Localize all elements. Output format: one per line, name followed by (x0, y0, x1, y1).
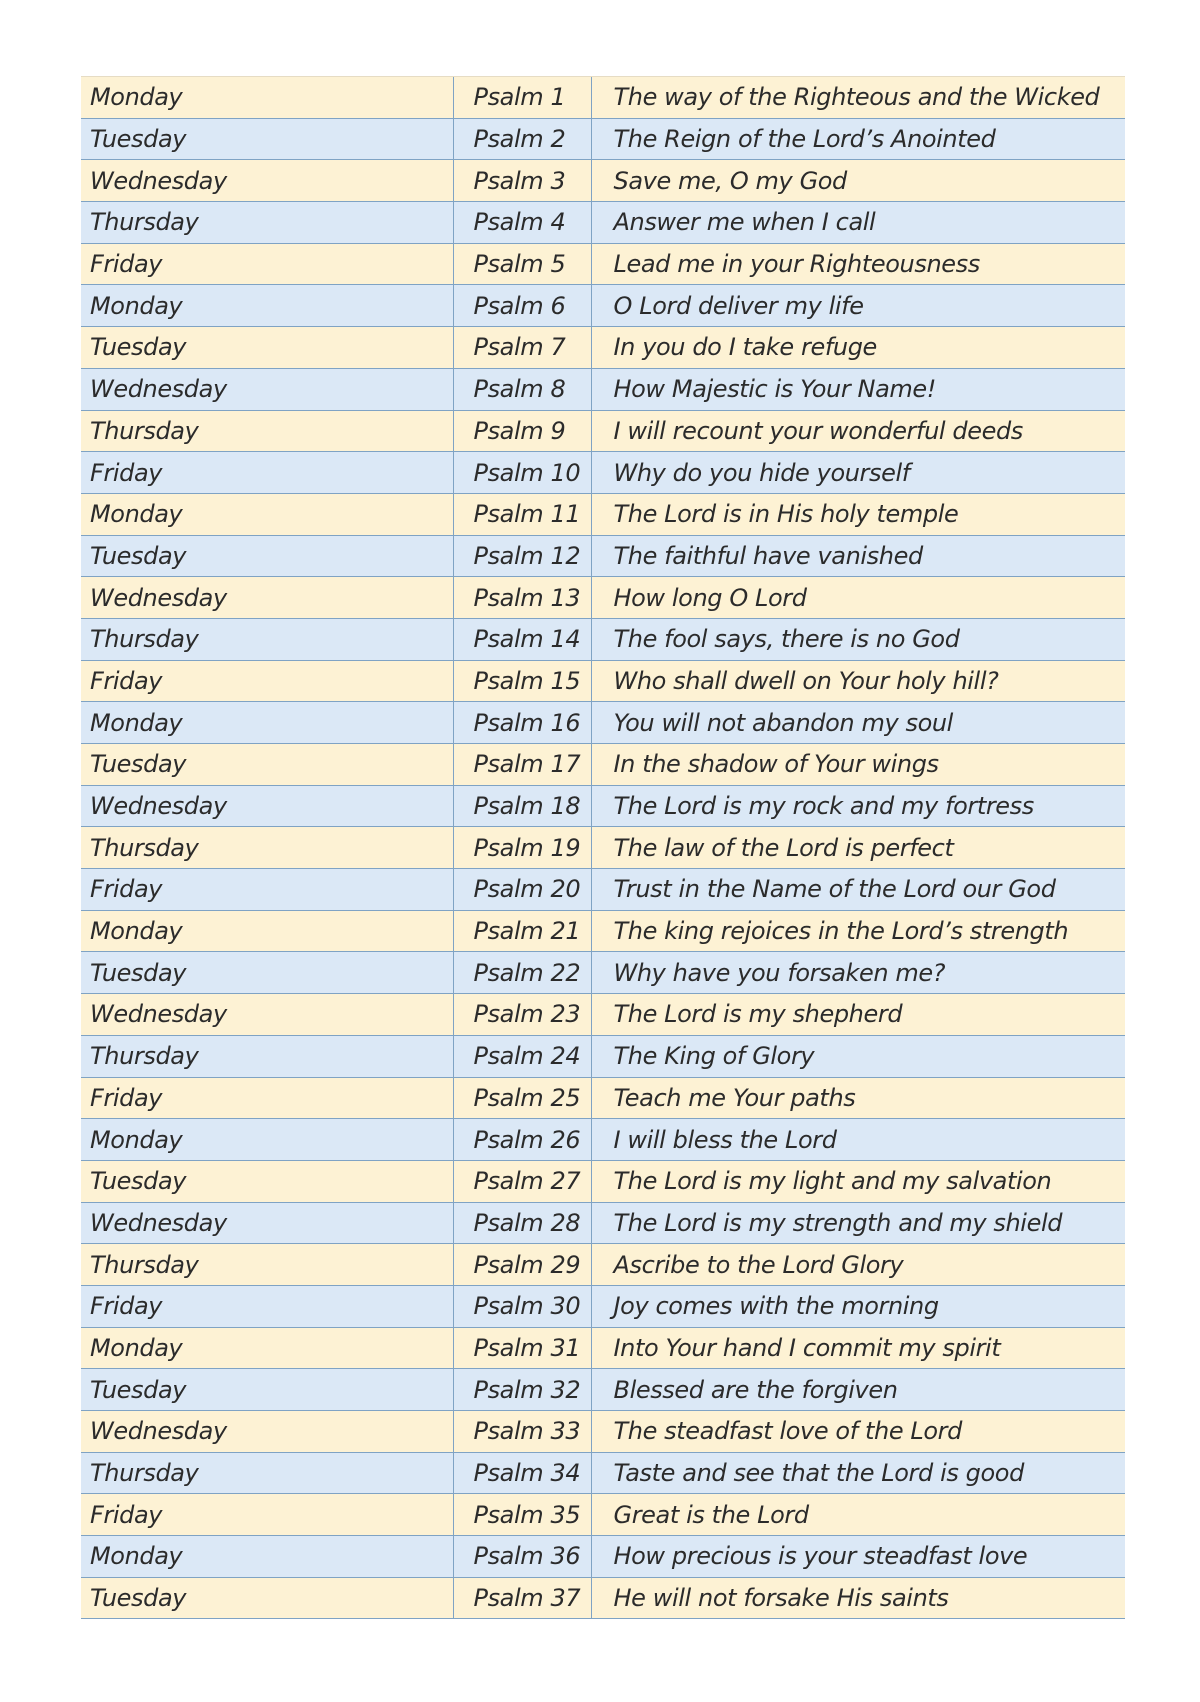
psalm-cell: Psalm 34 (453, 1452, 591, 1494)
psalm-cell: Psalm 33 (453, 1411, 591, 1453)
psalm-cell: Psalm 11 (453, 493, 591, 535)
day-cell: Monday (81, 1327, 453, 1369)
title-cell: The Lord is my shepherd (591, 994, 1125, 1036)
title-cell: Save me, O my God (591, 160, 1125, 202)
table-row (81, 1411, 1125, 1453)
day-cell: Thursday (81, 1244, 453, 1286)
day-cell: Thursday (81, 1452, 453, 1494)
psalm-reading-table (81, 77, 1125, 1619)
title-cell: In the shadow of Your wings (591, 744, 1125, 786)
table-row (81, 827, 1125, 869)
title-cell: He will not forsake His saints (591, 1577, 1125, 1619)
title-cell: The law of the Lord is perfect (591, 827, 1125, 869)
table-row (81, 410, 1125, 452)
table-row (81, 1160, 1125, 1202)
day-cell: Friday (81, 660, 453, 702)
day-cell: Thursday (81, 827, 453, 869)
psalm-cell: Psalm 31 (453, 1327, 591, 1369)
psalm-cell: Psalm 29 (453, 1244, 591, 1286)
psalm-cell: Psalm 19 (453, 827, 591, 869)
table-row (81, 1077, 1125, 1119)
table-row (81, 452, 1125, 494)
psalm-cell: Psalm 12 (453, 535, 591, 577)
day-cell: Tuesday (81, 1160, 453, 1202)
day-cell: Friday (81, 869, 453, 911)
day-cell: Monday (81, 285, 453, 327)
psalm-cell: Psalm 7 (453, 327, 591, 369)
table-row (81, 327, 1125, 369)
table-row (81, 1369, 1125, 1411)
title-cell: Why do you hide yourself (591, 452, 1125, 494)
psalm-cell: Psalm 37 (453, 1577, 591, 1619)
title-cell: The Lord is my rock and my fortress (591, 785, 1125, 827)
psalm-cell: Psalm 16 (453, 702, 591, 744)
table-row (81, 1244, 1125, 1286)
table-row (81, 785, 1125, 827)
psalm-cell: Psalm 22 (453, 952, 591, 994)
table-row (81, 1035, 1125, 1077)
title-cell: How long O Lord (591, 577, 1125, 619)
title-cell: Answer me when I call (591, 202, 1125, 244)
title-cell: Blessed are the forgiven (591, 1369, 1125, 1411)
table-row (81, 1202, 1125, 1244)
psalm-cell: Psalm 27 (453, 1160, 591, 1202)
table-row (81, 77, 1125, 118)
day-cell: Tuesday (81, 1369, 453, 1411)
table-row (81, 744, 1125, 786)
day-cell: Monday (81, 702, 453, 744)
title-cell: Joy comes with the morning (591, 1285, 1125, 1327)
psalm-cell: Psalm 26 (453, 1119, 591, 1161)
title-cell: O Lord deliver my life (591, 285, 1125, 327)
day-cell: Thursday (81, 410, 453, 452)
table-row (81, 1327, 1125, 1369)
psalm-cell: Psalm 9 (453, 410, 591, 452)
psalm-cell: Psalm 20 (453, 869, 591, 911)
title-cell: Trust in the Name of the Lord our God (591, 869, 1125, 911)
day-cell: Tuesday (81, 327, 453, 369)
title-cell: I will bless the Lord (591, 1119, 1125, 1161)
title-cell: Great is the Lord (591, 1494, 1125, 1536)
psalm-cell: Psalm 23 (453, 994, 591, 1036)
day-cell: Monday (81, 910, 453, 952)
title-cell: You will not abandon my soul (591, 702, 1125, 744)
table-row (81, 910, 1125, 952)
table-row (81, 618, 1125, 660)
psalm-cell: Psalm 32 (453, 1369, 591, 1411)
table-row (81, 1119, 1125, 1161)
table-row (81, 285, 1125, 327)
table-row (81, 1536, 1125, 1578)
table-row (81, 994, 1125, 1036)
psalm-cell: Psalm 18 (453, 785, 591, 827)
title-cell: The Lord is in His holy temple (591, 493, 1125, 535)
day-cell: Friday (81, 1285, 453, 1327)
title-cell: Lead me in your Righteousness (591, 243, 1125, 285)
table-row (81, 577, 1125, 619)
day-cell: Monday (81, 493, 453, 535)
day-cell: Tuesday (81, 952, 453, 994)
psalm-cell: Psalm 17 (453, 744, 591, 786)
title-cell: Who shall dwell on Your holy hill? (591, 660, 1125, 702)
title-cell: The Lord is my light and my salvation (591, 1160, 1125, 1202)
title-cell: Why have you forsaken me? (591, 952, 1125, 994)
day-cell: Tuesday (81, 535, 453, 577)
title-cell: Ascribe to the Lord Glory (591, 1244, 1125, 1286)
psalm-cell: Psalm 36 (453, 1536, 591, 1578)
table-row (81, 202, 1125, 244)
day-cell: Friday (81, 1077, 453, 1119)
day-cell: Friday (81, 1494, 453, 1536)
title-cell: The King of Glory (591, 1035, 1125, 1077)
day-cell: Tuesday (81, 1577, 453, 1619)
psalm-cell: Psalm 24 (453, 1035, 591, 1077)
title-cell: The king rejoices in the Lord’s strength (591, 910, 1125, 952)
table-row (81, 1577, 1125, 1619)
title-cell: The way of the Righteous and the Wicked (591, 77, 1125, 118)
psalm-cell: Psalm 28 (453, 1202, 591, 1244)
day-cell: Wednesday (81, 577, 453, 619)
table-body (81, 77, 1125, 1619)
psalm-cell: Psalm 8 (453, 368, 591, 410)
table-row (81, 243, 1125, 285)
psalm-cell: Psalm 2 (453, 118, 591, 160)
day-cell: Wednesday (81, 368, 453, 410)
psalm-cell: Psalm 21 (453, 910, 591, 952)
psalm-cell: Psalm 13 (453, 577, 591, 619)
title-cell: The fool says, there is no God (591, 618, 1125, 660)
day-cell: Thursday (81, 618, 453, 660)
table-row (81, 160, 1125, 202)
title-cell: Into Your hand I commit my spirit (591, 1327, 1125, 1369)
title-cell: Taste and see that the Lord is good (591, 1452, 1125, 1494)
psalm-cell: Psalm 35 (453, 1494, 591, 1536)
day-cell: Wednesday (81, 785, 453, 827)
table-row (81, 1452, 1125, 1494)
day-cell: Friday (81, 243, 453, 285)
day-cell: Wednesday (81, 1202, 453, 1244)
day-cell: Monday (81, 1536, 453, 1578)
day-cell: Wednesday (81, 160, 453, 202)
title-cell: The faithful have vanished (591, 535, 1125, 577)
title-cell: Teach me Your paths (591, 1077, 1125, 1119)
table-row (81, 493, 1125, 535)
day-cell: Monday (81, 1119, 453, 1161)
psalm-cell: Psalm 14 (453, 618, 591, 660)
psalm-cell: Psalm 10 (453, 452, 591, 494)
table-row (81, 535, 1125, 577)
table-row (81, 1285, 1125, 1327)
psalm-cell: Psalm 15 (453, 660, 591, 702)
psalm-cell: Psalm 4 (453, 202, 591, 244)
table-row (81, 368, 1125, 410)
table-row (81, 869, 1125, 911)
day-cell: Tuesday (81, 744, 453, 786)
title-cell: I will recount your wonderful deeds (591, 410, 1125, 452)
psalm-cell: Psalm 6 (453, 285, 591, 327)
table-row (81, 660, 1125, 702)
title-cell: The Lord is my strength and my shield (591, 1202, 1125, 1244)
day-cell: Monday (81, 77, 453, 118)
table-row (81, 702, 1125, 744)
day-cell: Thursday (81, 202, 453, 244)
day-cell: Friday (81, 452, 453, 494)
day-cell: Wednesday (81, 994, 453, 1036)
title-cell: The steadfast love of the Lord (591, 1411, 1125, 1453)
psalm-cell: Psalm 1 (453, 77, 591, 118)
table-row (81, 1494, 1125, 1536)
title-cell: How Majestic is Your Name! (591, 368, 1125, 410)
title-cell: The Reign of the Lord’s Anointed (591, 118, 1125, 160)
day-cell: Tuesday (81, 118, 453, 160)
title-cell: In you do I take refuge (591, 327, 1125, 369)
day-cell: Thursday (81, 1035, 453, 1077)
day-cell: Wednesday (81, 1411, 453, 1453)
title-cell: How precious is your steadfast love (591, 1536, 1125, 1578)
table-row (81, 118, 1125, 160)
psalm-cell: Psalm 25 (453, 1077, 591, 1119)
psalm-cell: Psalm 30 (453, 1285, 591, 1327)
psalm-cell: Psalm 3 (453, 160, 591, 202)
table-row (81, 952, 1125, 994)
psalm-cell: Psalm 5 (453, 243, 591, 285)
